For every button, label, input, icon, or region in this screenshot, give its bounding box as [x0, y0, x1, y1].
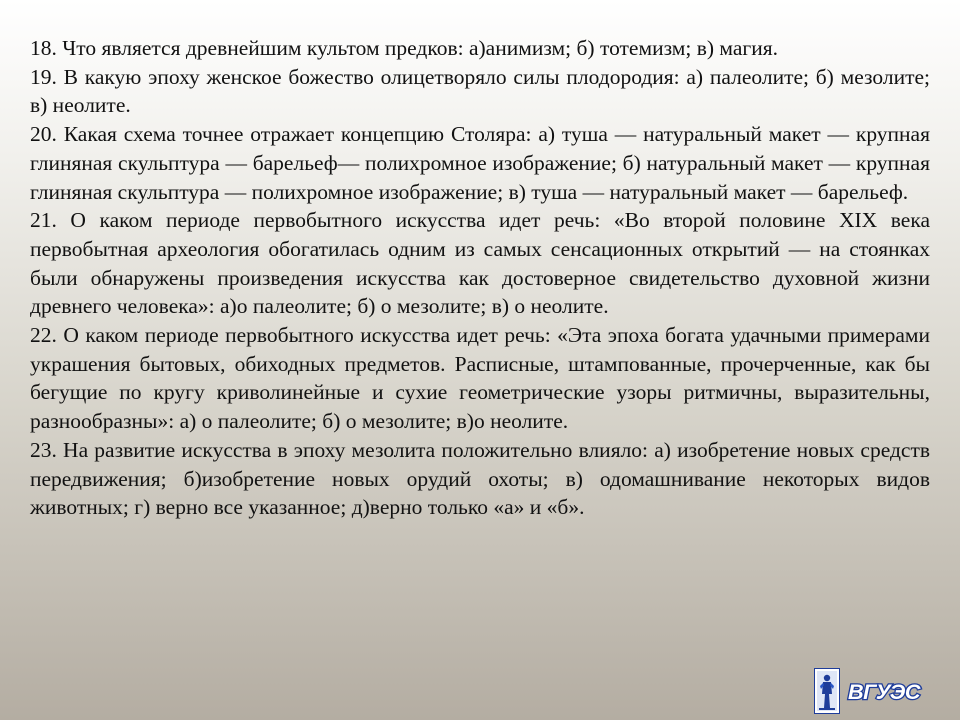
question-19: 19. В какую эпоху женское божество олицетворяло силы плодородия: а) палеолите; б) мезолите; в) неолите. — [30, 64, 930, 118]
question-20: 20. Какая схема точнее отражает концепцию Столяра: а) туша — натуральный макет — крупная глиняная скульптура — барельеф— полихромное изображение; б) натуральный макет — крупная глиняная скульптура — полихромное изображение; в) туша — натуральный макет — барельеф. — [30, 122, 930, 204]
university-emblem-icon — [814, 668, 840, 714]
question-21: 21. О каком периоде первобытного искусства идет речь: «Во второй половине XIX века первобытная археология обогатилась одним из самых сенсационных открытий — на стоянках были обнаружены произведения искусства как достоверное свидетельство духовной жизни древнего человека»: а)о палеолите; б) о мезолите; в) о неолите. — [30, 208, 930, 319]
question-18: 18. Что является древнейшим культом предков: а)анимизм; б) тотемизм; в) магия. — [30, 36, 779, 60]
university-logo — [814, 668, 924, 714]
question-23: 23. На развитие искусства в эпоху мезолита положительно влияло: а) изобретение новых средств передвижения; б)изобретение новых орудий охоты; в) одомашнивание некоторых видов животных; г) верно все указанное; д)верно только «а» и «б». — [30, 437, 930, 520]
logo-text: ВГУЭС — [848, 681, 922, 704]
question-22: 22. О каком периоде первобытного искусства идет речь: «Эта эпоха богата удачными примерами украшения бытовых, обиходных предметов. Расписные, штампованные, прочерченные, как бы бегущие по кругу криволинейные и сухие геометрические узоры ритмичны, выразительны, разнообразны»: а) о палеолите; б) о мезолите; в)о неолите. — [30, 323, 930, 434]
question-list — [30, 34, 930, 522]
university-wordmark — [846, 678, 922, 704]
